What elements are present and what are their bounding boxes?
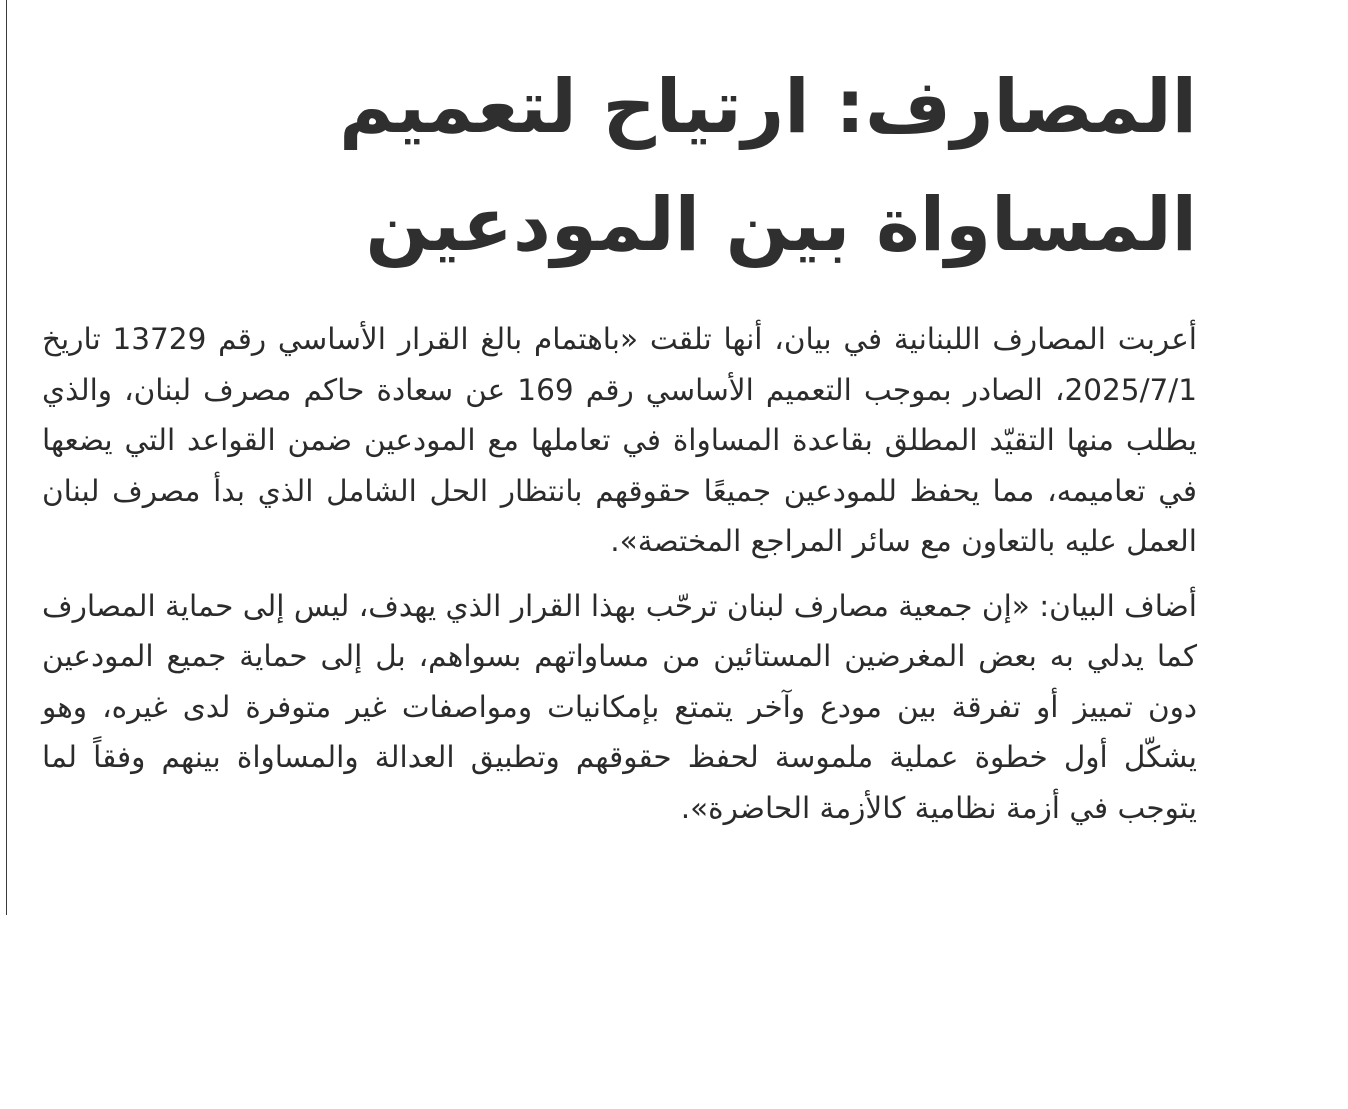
- column-divider: [6, 0, 7, 915]
- paragraph-1: أعربت المصارف اللبنانية في بيان، أنها تلقت «باهتمام بالغ القرار الأساسي رقم 13729 تاريخ 2025/7/1، الصادر بموجب التعميم الأساسي رقم 169 عن سعادة حاكم مصرف لبنان، والذي يطلب منها التقيّد المطلق بقاعدة المساواة في تعاملها مع المودعين ضمن القواعد التي يضعها في تعاميمه، مما يحفظ للمودعين جميعًا حقوقهم بانتظار الحل الشامل الذي بدأ مصرف لبنان العمل عليه بالتعاون مع سائر المراجع المختصة».: [42, 322, 1197, 558]
- headline-line-2: المساواة بين المودعين: [365, 182, 1197, 268]
- paragraph-2: أضاف البيان: «إن جمعية مصارف لبنان ترحّب بهذا القرار الذي يهدف، ليس إلى حماية المصارف كما يدلي به بعض المغرضين المستائين من مساواتهم بسواهم، بل إلى حماية جميع المودعين دون تمييز أو تفرقة بين مودع وآخر يتمتع بإمكانيات ومواصفات غير متوفرة لدى غيره، وهو يشكّل أول خطوة عملية ملموسة لحفظ حقوقهم وتطبيق العدالة والمساواة بينهم وفقاً لما يتوجب في أزمة نظامية كالأزمة الحاضرة».: [42, 588, 1197, 825]
- headline-line-1: المصارف: ارتياح لتعميم: [339, 64, 1197, 150]
- article: [42, 48, 1197, 847]
- headline: [42, 48, 1197, 284]
